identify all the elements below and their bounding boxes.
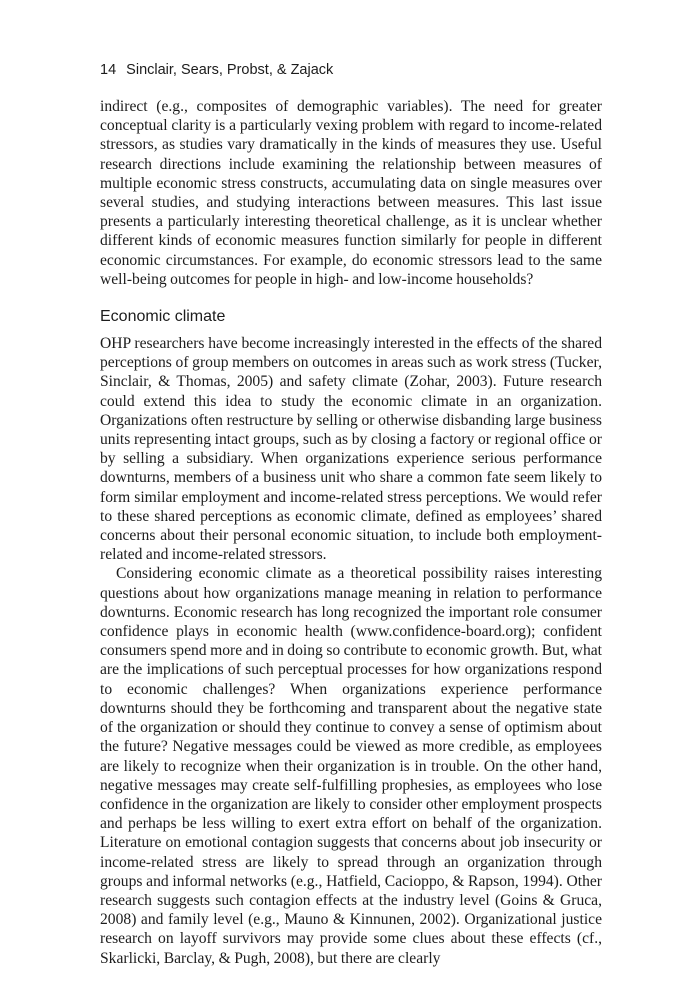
section-heading: Economic climate bbox=[100, 308, 226, 326]
body-text bbox=[100, 97, 602, 968]
page-number: 14 bbox=[100, 62, 117, 78]
paragraph: OHP researchers have become increasingly interested in the effects of the shared perceptions of group members on outcomes in areas such as work stress (Tucker, Sinclair, & Thomas, 2005) and safety climate (Zohar, 2003). Future research could extend this idea to study the economic climate in an organization. Organizations often restructure by selling or otherwise disbanding large business units representing intact groups, such as by closing a factory or regional office or by selling a subsidiary. When organizations experience serious performance downturns, members of a business unit who share a common fate seem likely to form similar employment and income-related stress perceptions. We would refer to these shared perceptions as economic climate, defined as employees’ shared concerns about their personal economic situation, to include both employment-related and income-related stressors. bbox=[100, 335, 602, 564]
running-head bbox=[100, 60, 602, 80]
running-head-authors: Sinclair, Sears, Probst, & Zajack bbox=[126, 62, 334, 78]
paragraph-continued: indirect (e.g., composites of demographic variables). The need for greater conceptual clarity is a particularly vexing problem with regard to income-related stressors, as studies vary dramatically in the kinds of measures they use. Useful research directions include examining the relationship between measures of multiple economic stress constructs, accumulating data on single measures over several studies, and studying interactions between measures. This last issue presents a particularly interesting theoretical challenge, as it is unclear whether different kinds of economic measures function similarly for people in different economic circumstances. For example, do economic stressors lead to the same well-being outcomes for people in high- and low-income households? bbox=[100, 98, 602, 288]
paragraph: Considering economic climate as a theoretical possibility raises interesting questions about how organizations manage meaning in relation to performance downturns. Economic research has long recognized the important role consumer confidence plays in economic health (www.confidence-board.org); confident consumers spend more and in doing so contribute to economic growth. But, what are the implications of such perceptual processes for how organizations respond to economic challenges? When organizations experience performance downturns should they be forthcoming and transparent about the negative state of the organization or should they continue to convey a sense of optimism about the future? Negative messages could be viewed as more credible, as employees are likely to recognize when their organization is in trouble. On the other hand, negative messages may create self-fulfilling prophesies, as employees who lose confidence in the organization are likely to consider other employment prospects and perhaps be less willing to exert extra effort on behalf of the organization. Literature on emotional contagion suggests that concerns about job insecurity or income-related stress are likely to spread through an organization through groups and informal networks (e.g., Hatfield, Cacioppo, & Rapson, 1994). Other research suggests such contagion effects at the industry level (Goins & Gruca, 2008) and family level (e.g., Mauno & Kinnunen, 2002). Organizational justice research on layoff survivors may provide some clues about these effects (cf., Skarlicki, Barclay, & Pugh, 2008), but there are clearly bbox=[100, 565, 602, 967]
book-page bbox=[100, 60, 602, 968]
